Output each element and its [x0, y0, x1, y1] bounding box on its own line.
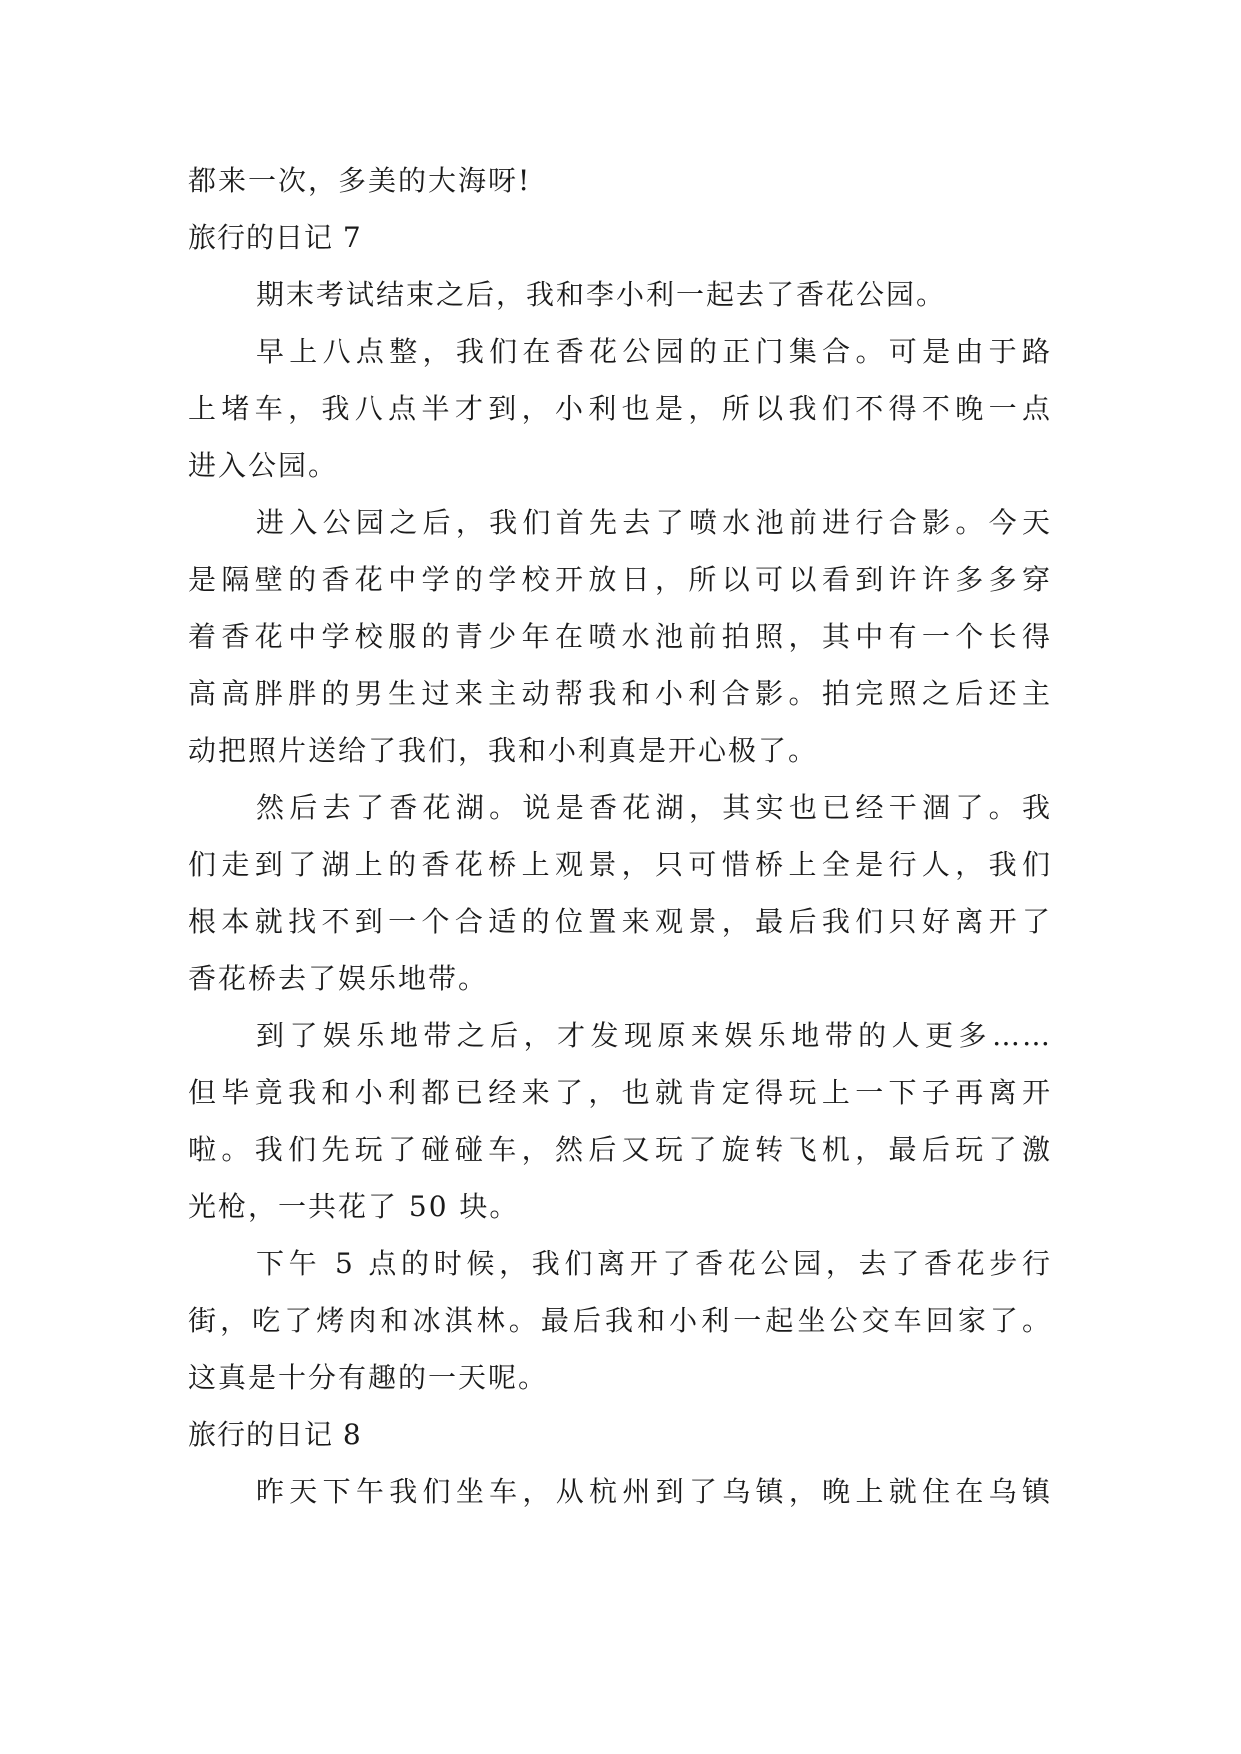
paragraph-line: 啦。我们先玩了碰碰车，然后又玩了旋转飞机，最后玩了激 [188, 1133, 1052, 1166]
paragraph-line: 们走到了湖上的香花桥上观景，只可惜桥上全是行人，我们 [188, 848, 1052, 881]
paragraph-line: 下午 5 点的时候，我们离开了香花公园，去了香花步行 [256, 1247, 1052, 1280]
paragraph-line: 到了娱乐地带之后，才发现原来娱乐地带的人更多…… [256, 1019, 1052, 1052]
paragraph-line: 但毕竟我和小利都已经来了，也就肯定得玩上一下子再离开 [188, 1076, 1052, 1109]
paragraph-line: 光枪，一共花了 50 块。 [188, 1190, 520, 1223]
paragraph-line: 根本就找不到一个合适的位置来观景，最后我们只好离开了 [188, 905, 1052, 938]
section-heading-diary-7: 旅行的日记 7 [188, 221, 362, 254]
paragraph-line: 是隔壁的香花中学的学校开放日，所以可以看到许许多多穿 [188, 563, 1052, 596]
paragraph-line: 进入公园。 [188, 449, 339, 482]
paragraph-line: 上堵车，我八点半才到，小利也是，所以我们不得不晚一点 [188, 392, 1052, 425]
paragraph-line: 然后去了香花湖。说是香花湖，其实也已经干涸了。我 [256, 791, 1052, 824]
paragraph-line: 着香花中学校服的青少年在喷水池前拍照，其中有一个长得 [188, 620, 1052, 653]
paragraph-line: 高高胖胖的男生过来主动帮我和小利合影。拍完照之后还主 [188, 677, 1052, 710]
paragraph-line: 都来一次，多美的大海呀! [188, 164, 532, 197]
section-heading-diary-8: 旅行的日记 8 [188, 1418, 362, 1451]
paragraph-line: 香花桥去了娱乐地带。 [188, 962, 489, 995]
paragraph-line: 进入公园之后，我们首先去了喷水池前进行合影。今天 [256, 506, 1052, 539]
paragraph-line: 这真是十分有趣的一天呢。 [188, 1361, 549, 1394]
paragraph-line: 昨天下午我们坐车，从杭州到了乌镇，晚上就住在乌镇 [256, 1475, 1052, 1508]
paragraph-line: 动把照片送给了我们，我和小利真是开心极了。 [188, 734, 819, 767]
document-page [188, 152, 1052, 1520]
paragraph-line: 早上八点整，我们在香花公园的正门集合。可是由于路 [256, 335, 1052, 368]
paragraph-line: 期末考试结束之后，我和李小利一起去了香花公园。 [256, 278, 947, 311]
paragraph-line: 街，吃了烤肉和冰淇林。最后我和小利一起坐公交车回家了。 [188, 1304, 1052, 1337]
